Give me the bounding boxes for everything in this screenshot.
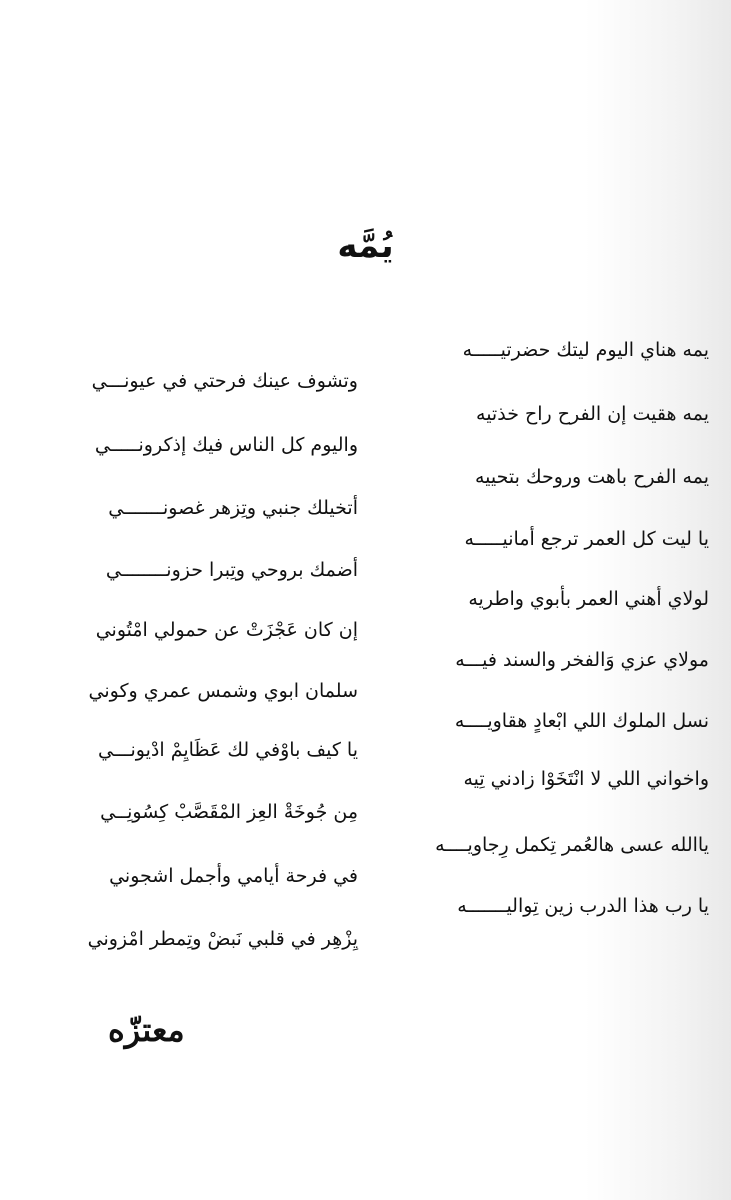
poem-title: يُمَّه bbox=[337, 226, 394, 266]
verse-second-hemistich: يِزْهِر في قلبي نَبضْ وتِمطر امْزوني bbox=[87, 928, 358, 950]
verse-first-hemistich: يمه هناي اليوم ليتك حضرتيـــــه bbox=[462, 339, 709, 361]
verse-first-hemistich: ياالله عسى هالعُمر تِكمل رِجاويــــه bbox=[435, 834, 709, 856]
verse-second-hemistich: يا كيف باوْفي لك عَظَايِمْ ادْيونـــي bbox=[97, 739, 358, 761]
verse-second-hemistich: مِن جُوخَةْ العِز المْقَصَّبْ كِسُونِــي bbox=[100, 801, 358, 823]
verse-second-hemistich: أتخيلك جنبي وتِزهر غصونـــــــي bbox=[108, 497, 358, 519]
poet-signature: معتزّه bbox=[108, 1011, 185, 1049]
verse-second-hemistich: أضمك بروحي وتِبرا حزونــــــــي bbox=[105, 559, 358, 581]
verse-first-hemistich: لولاي أهني العمر بأبوي واطريه bbox=[468, 588, 709, 610]
verse-first-hemistich: نسل الملوك اللي ابْعادٍ هقاويــــه bbox=[454, 710, 709, 732]
verse-first-hemistich: يا رب هذا الدرب زين تِواليـــــــه bbox=[457, 895, 709, 917]
verse-second-hemistich: في فرحة أيامي وأجمل اشجوني bbox=[109, 865, 358, 887]
verse-first-hemistich: واخواني اللي لا انْتَخَوْا زادني تِيه bbox=[463, 768, 709, 790]
verse-first-hemistich: يمه الفرح باهت وروحك بتحييه bbox=[474, 466, 709, 488]
verse-first-hemistich: يا ليت كل العمر ترجع أمانيـــــه bbox=[464, 528, 709, 550]
verse-second-hemistich: إن كان عَجْزَتْ عن حمولي امْتُوني bbox=[95, 619, 358, 641]
verse-second-hemistich: سلمان ابوي وشمس عمري وكوني bbox=[88, 680, 358, 702]
verse-first-hemistich: مولاي عزي وَالفخر والسند فيـــه bbox=[455, 649, 709, 671]
verse-second-hemistich: واليوم كل الناس فيك إذكرونـــــي bbox=[94, 434, 358, 456]
verse-first-hemistich: يمه هقيت إن الفرح راح خذتيه bbox=[476, 403, 709, 425]
verse-second-hemistich: وتشوف عينك فرحتي في عيونـــي bbox=[91, 370, 358, 392]
